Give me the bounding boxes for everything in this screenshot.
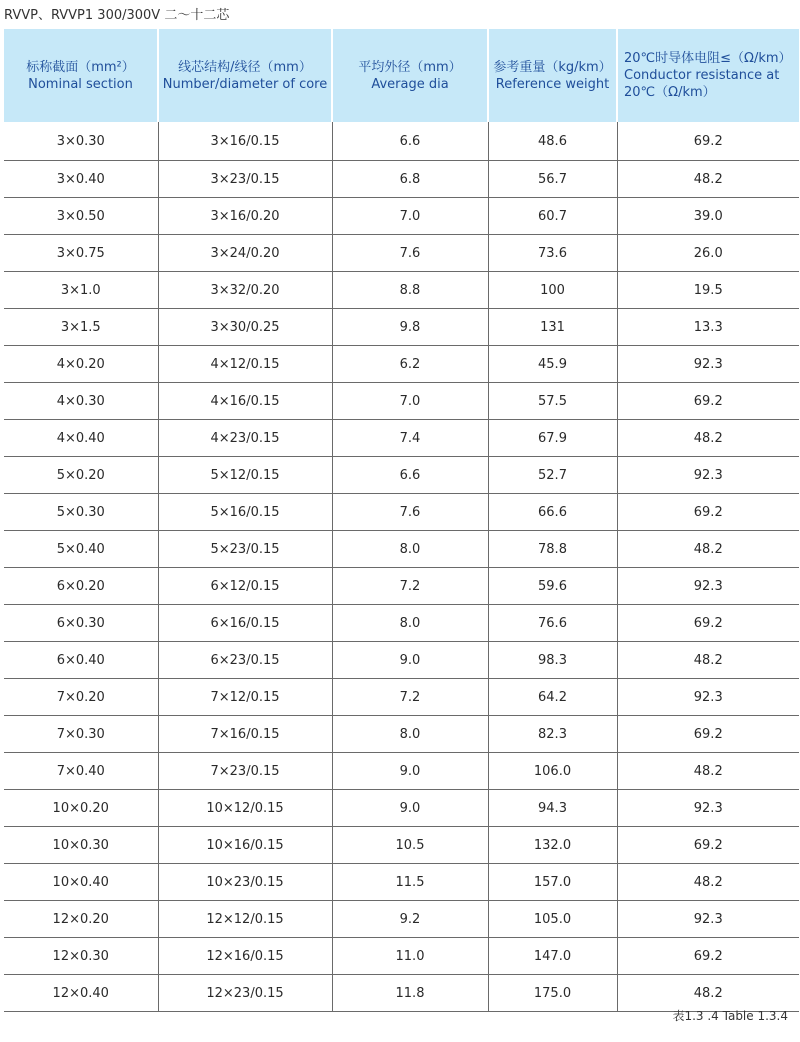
core-structure-cell: 7×12/0.15 (158, 679, 332, 716)
resistance-cell: 13.3 (617, 309, 799, 346)
resistance-cell: 92.3 (617, 457, 799, 494)
table-row (4, 568, 799, 605)
core-structure-cell: 6×12/0.15 (158, 568, 332, 605)
reference-weight-cell: 60.7 (488, 198, 617, 235)
table-body (4, 122, 799, 1012)
reference-weight-cell: 175.0 (488, 975, 617, 1012)
nominal-section-cell: 7×0.30 (4, 716, 158, 753)
average-dia-cell: 8.0 (332, 716, 488, 753)
reference-weight-cell: 98.3 (488, 642, 617, 679)
nominal-section-cell: 3×0.75 (4, 235, 158, 272)
table-row (4, 975, 799, 1012)
resistance-cell: 92.3 (617, 790, 799, 827)
table-caption: 表1.3 .4 Table 1.3.4 (672, 1009, 788, 1023)
header-average-dia (332, 29, 488, 122)
core-structure-cell: 5×12/0.15 (158, 457, 332, 494)
core-structure-cell: 3×23/0.15 (158, 161, 332, 198)
reference-weight-cell: 64.2 (488, 679, 617, 716)
resistance-cell: 48.2 (617, 161, 799, 198)
average-dia-cell: 11.0 (332, 938, 488, 975)
average-dia-cell: 11.8 (332, 975, 488, 1012)
nominal-section-cell: 7×0.20 (4, 679, 158, 716)
core-structure-cell: 12×16/0.15 (158, 938, 332, 975)
resistance-cell: 69.2 (617, 383, 799, 420)
resistance-cell: 48.2 (617, 864, 799, 901)
core-structure-cell: 7×16/0.15 (158, 716, 332, 753)
resistance-cell: 69.2 (617, 938, 799, 975)
cable-spec-table (4, 29, 799, 1012)
reference-weight-cell: 131 (488, 309, 617, 346)
header-en: Conductor resistance at 20℃（Ω/km） (624, 68, 780, 100)
header-conductor-resistance (617, 29, 799, 122)
reference-weight-cell: 105.0 (488, 901, 617, 938)
average-dia-cell: 9.2 (332, 901, 488, 938)
average-dia-cell: 11.5 (332, 864, 488, 901)
reference-weight-cell: 157.0 (488, 864, 617, 901)
resistance-cell: 69.2 (617, 494, 799, 531)
header-zh: 参考重量（kg/km） (493, 59, 612, 75)
core-structure-cell: 5×16/0.15 (158, 494, 332, 531)
reference-weight-cell: 66.6 (488, 494, 617, 531)
reference-weight-cell: 78.8 (488, 531, 617, 568)
core-structure-cell: 3×32/0.20 (158, 272, 332, 309)
table-row (4, 457, 799, 494)
average-dia-cell: 8.0 (332, 605, 488, 642)
resistance-cell: 39.0 (617, 198, 799, 235)
reference-weight-cell: 56.7 (488, 161, 617, 198)
table-row (4, 122, 799, 161)
average-dia-cell: 8.0 (332, 531, 488, 568)
nominal-section-cell: 10×0.40 (4, 864, 158, 901)
core-structure-cell: 3×16/0.15 (158, 122, 332, 161)
header-zh: 20℃时导体电阻≤（Ω/km） (624, 51, 792, 66)
nominal-section-cell: 6×0.40 (4, 642, 158, 679)
average-dia-cell: 7.0 (332, 198, 488, 235)
table-row (4, 753, 799, 790)
resistance-cell: 69.2 (617, 605, 799, 642)
header-nominal-section (4, 29, 158, 122)
average-dia-cell: 10.5 (332, 827, 488, 864)
nominal-section-cell: 7×0.40 (4, 753, 158, 790)
table-row (4, 716, 799, 753)
nominal-section-cell: 3×0.50 (4, 198, 158, 235)
average-dia-cell: 8.8 (332, 272, 488, 309)
header-en: Reference weight (495, 76, 610, 92)
table-row (4, 790, 799, 827)
average-dia-cell: 6.8 (332, 161, 488, 198)
nominal-section-cell: 4×0.20 (4, 346, 158, 383)
nominal-section-cell: 12×0.40 (4, 975, 158, 1012)
reference-weight-cell: 106.0 (488, 753, 617, 790)
reference-weight-cell: 94.3 (488, 790, 617, 827)
resistance-cell: 69.2 (617, 827, 799, 864)
header-zh: 平均外径（mm） (358, 59, 462, 75)
core-structure-cell: 5×23/0.15 (158, 531, 332, 568)
nominal-section-cell: 12×0.30 (4, 938, 158, 975)
reference-weight-cell: 73.6 (488, 235, 617, 272)
table-row (4, 383, 799, 420)
resistance-cell: 48.2 (617, 975, 799, 1012)
average-dia-cell: 7.6 (332, 235, 488, 272)
table-row (4, 938, 799, 975)
resistance-cell: 48.2 (617, 753, 799, 790)
nominal-section-cell: 5×0.40 (4, 531, 158, 568)
header-zh: 线芯结构/线径（mm） (178, 59, 312, 75)
table-row (4, 642, 799, 679)
core-structure-cell: 6×16/0.15 (158, 605, 332, 642)
nominal-section-cell: 3×0.30 (4, 122, 158, 161)
core-structure-cell: 3×24/0.20 (158, 235, 332, 272)
reference-weight-cell: 100 (488, 272, 617, 309)
header-en: Number/diameter of core (162, 76, 328, 92)
core-structure-cell: 3×16/0.20 (158, 198, 332, 235)
nominal-section-cell: 6×0.20 (4, 568, 158, 605)
average-dia-cell: 7.4 (332, 420, 488, 457)
nominal-section-cell: 5×0.20 (4, 457, 158, 494)
core-structure-cell: 4×16/0.15 (158, 383, 332, 420)
table-row (4, 679, 799, 716)
average-dia-cell: 7.0 (332, 383, 488, 420)
reference-weight-cell: 67.9 (488, 420, 617, 457)
reference-weight-cell: 57.5 (488, 383, 617, 420)
table-row (4, 531, 799, 568)
core-structure-cell: 7×23/0.15 (158, 753, 332, 790)
resistance-cell: 19.5 (617, 272, 799, 309)
reference-weight-cell: 147.0 (488, 938, 617, 975)
core-structure-cell: 10×23/0.15 (158, 864, 332, 901)
reference-weight-cell: 76.6 (488, 605, 617, 642)
reference-weight-cell: 45.9 (488, 346, 617, 383)
header-en: Nominal section (28, 76, 133, 92)
nominal-section-cell: 10×0.30 (4, 827, 158, 864)
document-title: RVVP、RVVP1 300/300V 二～十二芯 (4, 8, 230, 23)
resistance-cell: 92.3 (617, 679, 799, 716)
nominal-section-cell: 12×0.20 (4, 901, 158, 938)
average-dia-cell: 7.2 (332, 568, 488, 605)
table-row (4, 605, 799, 642)
table-row (4, 198, 799, 235)
reference-weight-cell: 132.0 (488, 827, 617, 864)
resistance-cell: 92.3 (617, 568, 799, 605)
table-row (4, 420, 799, 457)
core-structure-cell: 10×16/0.15 (158, 827, 332, 864)
average-dia-cell: 6.6 (332, 457, 488, 494)
average-dia-cell: 6.2 (332, 346, 488, 383)
table-row (4, 235, 799, 272)
core-structure-cell: 3×30/0.25 (158, 309, 332, 346)
core-structure-cell: 12×12/0.15 (158, 901, 332, 938)
resistance-cell: 69.2 (617, 716, 799, 753)
table-row (4, 864, 799, 901)
nominal-section-cell: 10×0.20 (4, 790, 158, 827)
table-row (4, 494, 799, 531)
table-row (4, 827, 799, 864)
header-reference-weight (488, 29, 617, 122)
resistance-cell: 26.0 (617, 235, 799, 272)
resistance-cell: 48.2 (617, 531, 799, 568)
reference-weight-cell: 52.7 (488, 457, 617, 494)
nominal-section-cell: 4×0.40 (4, 420, 158, 457)
resistance-cell: 48.2 (617, 420, 799, 457)
table-row (4, 309, 799, 346)
nominal-section-cell: 5×0.30 (4, 494, 158, 531)
reference-weight-cell: 48.6 (488, 122, 617, 161)
core-structure-cell: 4×23/0.15 (158, 420, 332, 457)
core-structure-cell: 10×12/0.15 (158, 790, 332, 827)
resistance-cell: 48.2 (617, 642, 799, 679)
nominal-section-cell: 3×1.5 (4, 309, 158, 346)
average-dia-cell: 9.8 (332, 309, 488, 346)
table-row (4, 161, 799, 198)
reference-weight-cell: 82.3 (488, 716, 617, 753)
average-dia-cell: 7.6 (332, 494, 488, 531)
average-dia-cell: 9.0 (332, 642, 488, 679)
resistance-cell: 92.3 (617, 901, 799, 938)
nominal-section-cell: 3×1.0 (4, 272, 158, 309)
nominal-section-cell: 6×0.30 (4, 605, 158, 642)
average-dia-cell: 9.0 (332, 790, 488, 827)
core-structure-cell: 12×23/0.15 (158, 975, 332, 1012)
header-zh: 标称截面（mm²） (26, 59, 135, 75)
table-row (4, 901, 799, 938)
reference-weight-cell: 59.6 (488, 568, 617, 605)
core-structure-cell: 6×23/0.15 (158, 642, 332, 679)
resistance-cell: 69.2 (617, 122, 799, 161)
average-dia-cell: 6.6 (332, 122, 488, 161)
table-row (4, 272, 799, 309)
core-structure-cell: 4×12/0.15 (158, 346, 332, 383)
table-header-row (4, 29, 799, 122)
nominal-section-cell: 3×0.40 (4, 161, 158, 198)
header-en: Average dia (371, 76, 449, 92)
header-core-structure (158, 29, 332, 122)
resistance-cell: 92.3 (617, 346, 799, 383)
nominal-section-cell: 4×0.30 (4, 383, 158, 420)
average-dia-cell: 9.0 (332, 753, 488, 790)
table-row (4, 346, 799, 383)
average-dia-cell: 7.2 (332, 679, 488, 716)
